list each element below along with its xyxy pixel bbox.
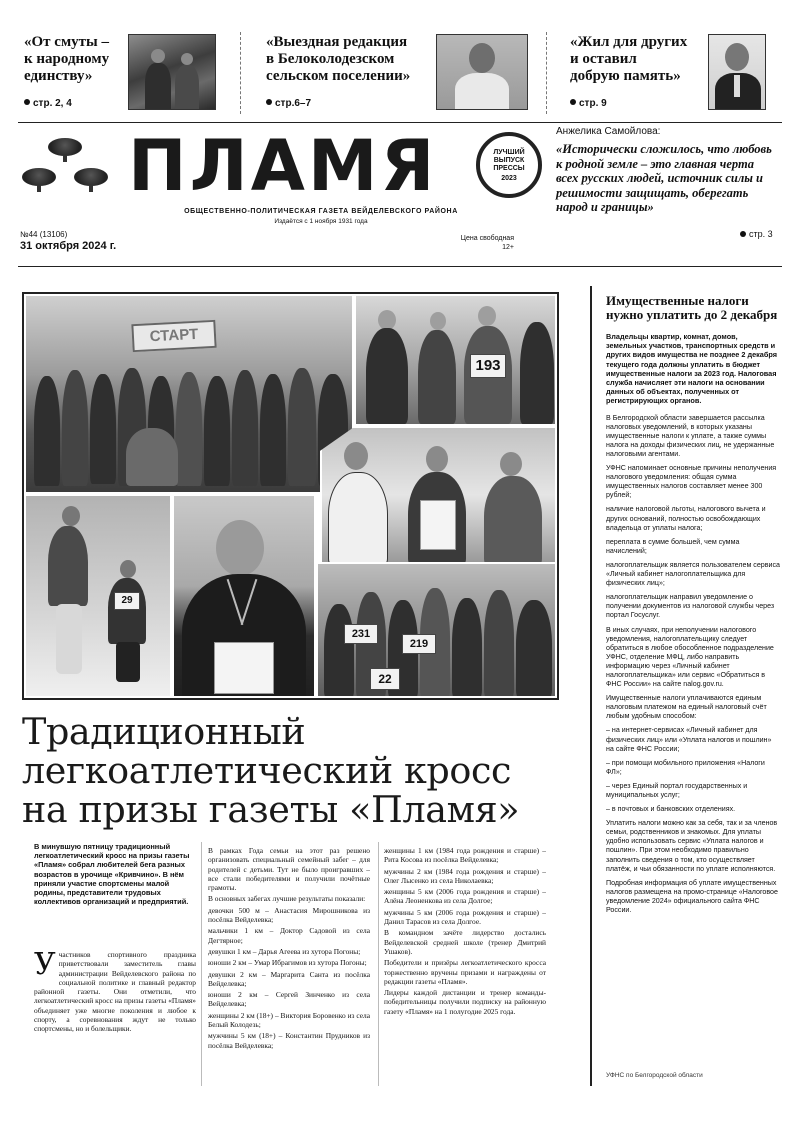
photo-team — [316, 562, 557, 698]
photo-medalist — [172, 494, 316, 698]
photo-collage — [22, 292, 559, 700]
issue-number: №44 (13106) — [20, 230, 68, 239]
sidebar-headline[interactable]: Имущественные налоги нужно уплатить до 2 декабря — [606, 293, 778, 322]
sidebar-lead: Владельцы квартир, комнат, домов, земельных участков, транспортных средств и других видов имущества не позднее 2 декабря текущего года должны уплатить в бюджет имущественные налоги за 2023 год. Налоговая служба начисляет эти налоги на основании данных об объектах, полученных от регистрирующих органов. — [606, 332, 777, 406]
masthead-rule — [18, 266, 782, 267]
masthead — [18, 124, 782, 264]
photo-runners — [354, 294, 557, 426]
issue-date: 31 октября 2024 г. — [20, 240, 117, 252]
dashed-divider — [240, 32, 241, 114]
race-bib: 22 — [370, 668, 400, 690]
teaser-title: «От смуты – к народному единству» — [24, 34, 110, 84]
paragraph: девушки 2 км – Маргарита Санта из посёлка Вейделевка; — [208, 969, 370, 988]
teaser-title: «Выездная редакция в Белоколодезском сельском поселении» — [266, 34, 411, 84]
race-bib: 219 — [402, 634, 436, 654]
paragraph: В основных забегах лучшие результаты показали: — [208, 894, 366, 904]
quote-page-ref: стр. 3 — [740, 229, 773, 239]
paragraph: девочки 500 м – Анастасия Мирошникова из посёлка Вейделевка; — [208, 905, 370, 925]
sidebar-body — [606, 414, 780, 916]
paragraph: женщины 2 км (18+) – Виктория Боровенко из села Белый Колодезь; — [208, 1010, 370, 1030]
paragraph: переплата в сумме большей, чем сумма начислений; — [606, 537, 740, 555]
paragraph: – на интернет-сервисах «Личный кабинет для физических лиц» или «Уплата налогов и пошлин» на сайте ФНС России; — [606, 726, 772, 753]
teaser-editorial[interactable] — [240, 28, 546, 118]
column-divider — [201, 842, 202, 1086]
paragraph: – через Единый портал государственных и муниципальных услуг; — [606, 781, 748, 799]
paragraph: Уплатить налоги можно как за себя, так и за членов семьи, родственников и знакомых. Для уплаты удобно использовать сервис «Уплата налогов и пошлин». При этом необходимо правильно заполнить сведения о том, кто осуществляет платёж, и чьи обязанности по уплате исполняются. — [606, 819, 778, 873]
paragraph: юноши 2 км – Сергей Зинченко из села Вейделевка; — [208, 990, 370, 1009]
paragraph: мужчины 5 км (2006 года рождения и старше) – Данил Тарасов из села Долгое. — [384, 907, 546, 927]
newspaper-founded: Издаётся с 1 ноября 1931 года — [274, 218, 368, 225]
paragraph: девушки 1 км – Дарья Агеева из хутора Погоны; — [208, 946, 361, 956]
quote-author: Анжелика Самойлова: — [556, 126, 661, 137]
quote-text[interactable]: «Исторически сложилось, что любовь к родной земле – это главная черта всех русских людей, источник силы и решимости защищать, оберегать народ и границы» — [556, 142, 772, 215]
teaser-photo — [436, 34, 528, 110]
paragraph: мальчики 1 км – Доктор Садовой из села Дегтярное; — [208, 926, 370, 945]
teaser-photo — [708, 34, 766, 110]
teaser-strip — [18, 28, 782, 118]
teaser-page-ref: стр.6–7 — [266, 98, 311, 109]
article-headline[interactable]: Традиционный легкоатлетический кросс на призы газеты «Пламя» — [22, 710, 520, 831]
teaser-page-ref: стр. 2, 4 — [24, 98, 72, 109]
dashed-divider — [546, 32, 547, 114]
column-divider — [378, 842, 379, 1086]
bullet-icon — [570, 99, 576, 105]
article-body-text: частников спортивного праздника приветствовали заместитель главы администрации Вейделевского района по социальной политике и главный редактор районной газеты. Они отметили, что легкоатлетический кросс на призы газеты «Пламя» объединяет уже многие поколения и любое к спорту, а соревнования ждут не только спортсмены, но и болельщики. — [34, 950, 196, 1034]
article-column-1 — [34, 947, 196, 1034]
paragraph: наличие налоговой льготы, налогового вычета и других оснований, полностью освобождающих владельца от уплаты налога; — [606, 505, 766, 532]
seal-year: 2023 — [501, 175, 517, 182]
paragraph: юноши 2 км – Умар Ибрагимов из хутора Погоны; — [208, 958, 367, 968]
paragraph: В рамках Года семьи на этот раз решено организовать специальный семейный забег – для родителей с детьми. Тут не было проигравших – все стали победителями и получили почётные грамоты. — [208, 846, 370, 893]
sidebar-source: УФНС по Белгородской области — [606, 1072, 703, 1079]
top-rule — [18, 122, 782, 123]
start-sign: СТАРТ — [131, 320, 216, 352]
teaser-page-ref: стр. 9 — [570, 98, 607, 109]
price-age-rating: Цена свободная 12+ — [460, 235, 514, 251]
paragraph: Лидеры каждой дистанции и тренер команды-победительницы получили подписку на районную газету «Пламя» на 1 полугодие 2025 года. — [384, 988, 546, 1016]
paragraph: женщины 1 км (1984 года рождения и старше) – Рита Косова из посёлка Вейделевка; — [384, 846, 546, 865]
paragraph: Подробная информация об уплате имущественных налогов размещена на промо-странице «Налоговое уведомление 2024» официального сайта ФНС России. — [606, 878, 778, 915]
teaser-photo — [128, 34, 216, 110]
article-column-2 — [208, 846, 370, 1052]
paragraph: – в почтовых и банковских отделениях. — [606, 805, 736, 814]
bullet-icon — [24, 99, 30, 105]
tax-sidebar — [590, 286, 780, 1086]
newspaper-title: ПЛАМЯ — [128, 125, 438, 207]
bullet-icon — [740, 231, 746, 237]
photo-winners — [320, 426, 557, 564]
paragraph: Победители и призёры легкоатлетического кросса торжественно вручены призами и награждены от редакции газеты «Пламя». — [384, 958, 546, 986]
seal-text: ЛУЧШИЙ ВЫПУСК ПРЕССЫ — [493, 149, 525, 172]
newspaper-subtitle: ОБЩЕСТВЕННО-ПОЛИТИЧЕСКАЯ ГАЗЕТА ВЕЙДЕЛЕВСКОГО РАЙОНА — [184, 208, 458, 215]
race-bib: 193 — [470, 354, 506, 378]
paragraph: В иных случаях, при неполучении налогового уведомления, налогоплательщику следует обратиться в любое обособленное подразделение УФНС, отделение МФЦ, либо направить информацию через «Личный кабинет налогоплательщика» или сервис «Обратиться в ФНС России» на сайте nalog.gov.ru. — [606, 625, 774, 689]
paragraph: мужчины 2 км (1984 года рождения и старше) – Олег Лысенко из села Николаевка; — [384, 866, 546, 885]
teaser-memory[interactable] — [546, 28, 782, 118]
paragraph: Имущественные налоги уплачиваются единым налоговым платежом на единый налоговый счёт любым удобным способом: — [606, 694, 767, 721]
teaser-title: «Жил для других и оставил добрую память» — [570, 34, 688, 84]
teaser-history[interactable] — [18, 28, 240, 118]
award-seal — [476, 132, 542, 198]
photo-start-group — [24, 294, 354, 494]
paragraph: – при помощи мобильного приложения «Налоги ФЛ»; — [606, 758, 765, 776]
paragraph: мужчины 5 км (18+) – Константин Прудников из посёлка Вейделевка; — [208, 1031, 370, 1050]
photo-family-run — [24, 494, 172, 698]
flame-leaves-logo — [20, 136, 120, 206]
paragraph: В командном зачёте лидерство достались Вейделевской средней школе (тренер Дмитрий Ушаков). — [384, 928, 546, 956]
paragraph: женщины 5 км (2006 года рождения и старше) – Алёна Леоненкова из села Долгое; — [384, 887, 546, 906]
paragraph: налогоплательщик направил уведомление о получении документов из налоговой службы через портал Госуслуг. — [606, 593, 775, 620]
race-bib: 29 — [114, 592, 140, 610]
article-lead: В минувшую пятницу традиционный легкоатлетический кросс на призы газеты «Пламя» собрал любителей бега разных возрастов в урочище «Кривчино». В нём приняли участие спортсмены малой родины, представители трудовых коллективов организаций и предприятий. — [34, 842, 190, 907]
article-column-3 — [384, 846, 546, 1018]
bullet-icon — [266, 99, 272, 105]
race-bib: 231 — [344, 624, 378, 644]
drop-cap: У — [34, 947, 56, 982]
paragraph: налогоплательщик является пользователем сервиса «Личный кабинет налогоплательщика для физических лиц»; — [606, 560, 780, 588]
paragraph: УФНС напоминает основные причины неполучения налогового уведомления: общая сумма имущественных налогов составляет менее 300 рублей; — [606, 464, 777, 500]
paragraph: В Белгородской области завершается рассылка налоговых уведомлений, в которых указаны имущественные налоги к уплате, а также суммы налога на доходы физических лиц, не удержанные налоговыми агентами. — [606, 413, 775, 458]
